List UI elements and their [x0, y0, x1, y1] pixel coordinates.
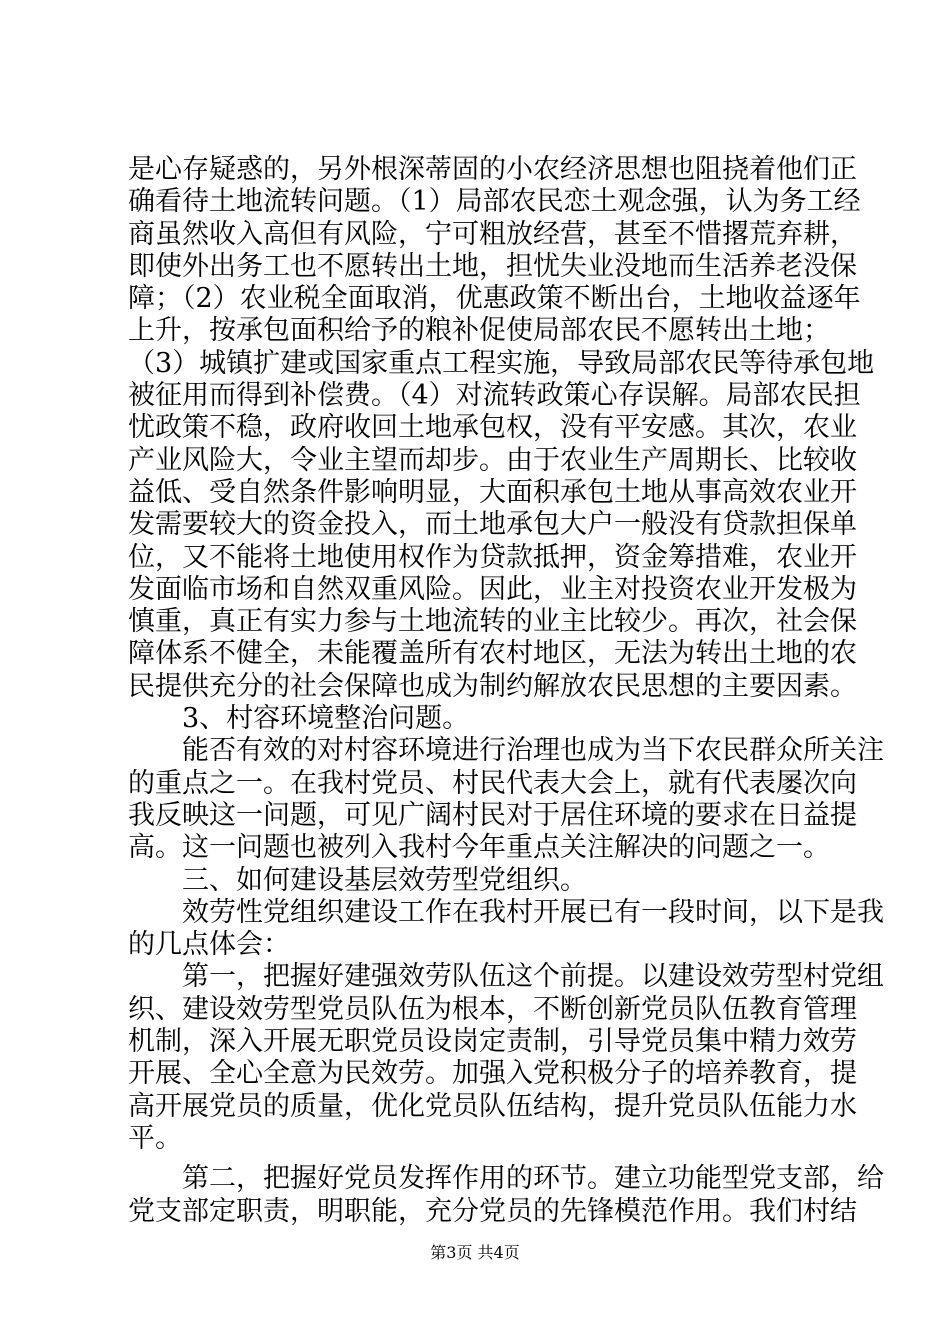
text-line: 上升，按承包面积给予的粮补促使局部农民不愿转出土地； [128, 315, 830, 347]
heading-line: 3、村容环境整治问题。 [182, 703, 470, 735]
text-line: （3）城镇扩建或国家重点工程实施，导致局部农民等待承包地 [128, 347, 875, 379]
text-line: 党支部定职责，明职能，充分党员的先锋模范作用。我们村结 [128, 1195, 857, 1227]
text-line: 织、建设效劳型党员队伍为根本，不断创新党员队伍教育管理 [128, 993, 857, 1025]
text-line: 确看待土地流转问题。（1）局部农民恋土观念强，认为务工经 [128, 186, 861, 218]
section-heading-party-organization [128, 865, 828, 897]
text-line: 机制，深入开展无职党员设岗定责制，引导党员集中精力效劳 [128, 1026, 857, 1058]
text-line: 民提供充分的社会保障也成为制约解放农民思想的主要因素。 [128, 670, 857, 702]
text-line: 的几点体会： [128, 929, 290, 961]
heading-line: 三、如何建设基层效劳型党组织。 [182, 864, 587, 896]
text-line: 我反映这一问题，可见广阔村民对于居住环境的要求在日益提 [128, 799, 857, 831]
text-line: 平。 [128, 1122, 182, 1154]
text-line: 发面临市场和自然双重风险。因此，业主对投资农业开发极为 [128, 573, 857, 605]
text-line: 忧政策不稳，政府收回土地承包权，没有平安感。其次，农业 [128, 412, 857, 444]
text-line: 障；（2）农业税全面取消，优惠政策不断出台，土地收益逐年 [128, 283, 861, 315]
text-line: 是心存疑惑的，另外根深蒂固的小农经济思想也阻挠着他们正 [128, 154, 857, 185]
paragraph-second-point [128, 1163, 884, 1228]
text-line: 第二，把握好党员发挥作用的环节。建立功能型党支部，给 [182, 1163, 884, 1195]
text-line: 产业风险大，令业主望而却步。由于农业生产周期长、比较收 [128, 444, 857, 476]
paragraph-land-transfer [128, 154, 875, 703]
text-line: 第一，把握好建强效劳队伍这个前提。以建设效劳型村党组 [182, 961, 884, 993]
text-line: 开展、全心全意为民效劳。加强入党积极分子的培养教育，提 [128, 1058, 857, 1090]
text-line: 益低、受自然条件影响明显，大面积承包土地从事高效农业开 [128, 476, 857, 508]
text-line: 商虽然收入高但有风险，宁可粗放经营，甚至不惜撂荒弃耕， [128, 218, 857, 250]
text-line: 障体系不健全，未能覆盖所有农村地区，无法为转出土地的农 [128, 638, 857, 670]
text-line: 的重点之一。在我村党员、村民代表大会上，就有代表屡次向 [128, 767, 857, 799]
document-body [128, 154, 884, 1228]
text-line: 效劳性党组织建设工作在我村开展已有一段时间，以下是我 [182, 896, 884, 928]
text-line: 即使外出务工也不愿转出土地，担忧失业没地而生活养老没保 [128, 250, 857, 282]
text-line: 慎重，真正有实力参与土地流转的业主比较少。再次，社会保 [128, 606, 857, 638]
text-line: 被征用而得到补偿费。（4）对流转政策心存误解。局部农民担 [128, 380, 861, 412]
paragraph-experience-intro [128, 896, 884, 962]
text-line: 高开展党员的质量，优化党员队伍结构，提升党员队伍能力水 [128, 1090, 857, 1122]
text-line: 发需要较大的资金投入，而土地承包大户一般没有贷款担保单 [128, 509, 857, 541]
text-line: 高。这一问题也被列入我村今年重点关注解决的问题之一。 [128, 832, 830, 864]
paragraph-first-point [128, 961, 884, 1155]
page-number-footer: 第3页 共4页 [430, 1243, 520, 1262]
paragraph-village-environment [128, 735, 884, 864]
section-heading-village-environment [128, 703, 828, 735]
text-line: 位，又不能将土地使用权作为贷款抵押，资金筹措难，农业开 [128, 541, 857, 573]
text-line: 能否有效的对村容环境进行治理也成为当下农民群众所关注 [182, 735, 884, 767]
